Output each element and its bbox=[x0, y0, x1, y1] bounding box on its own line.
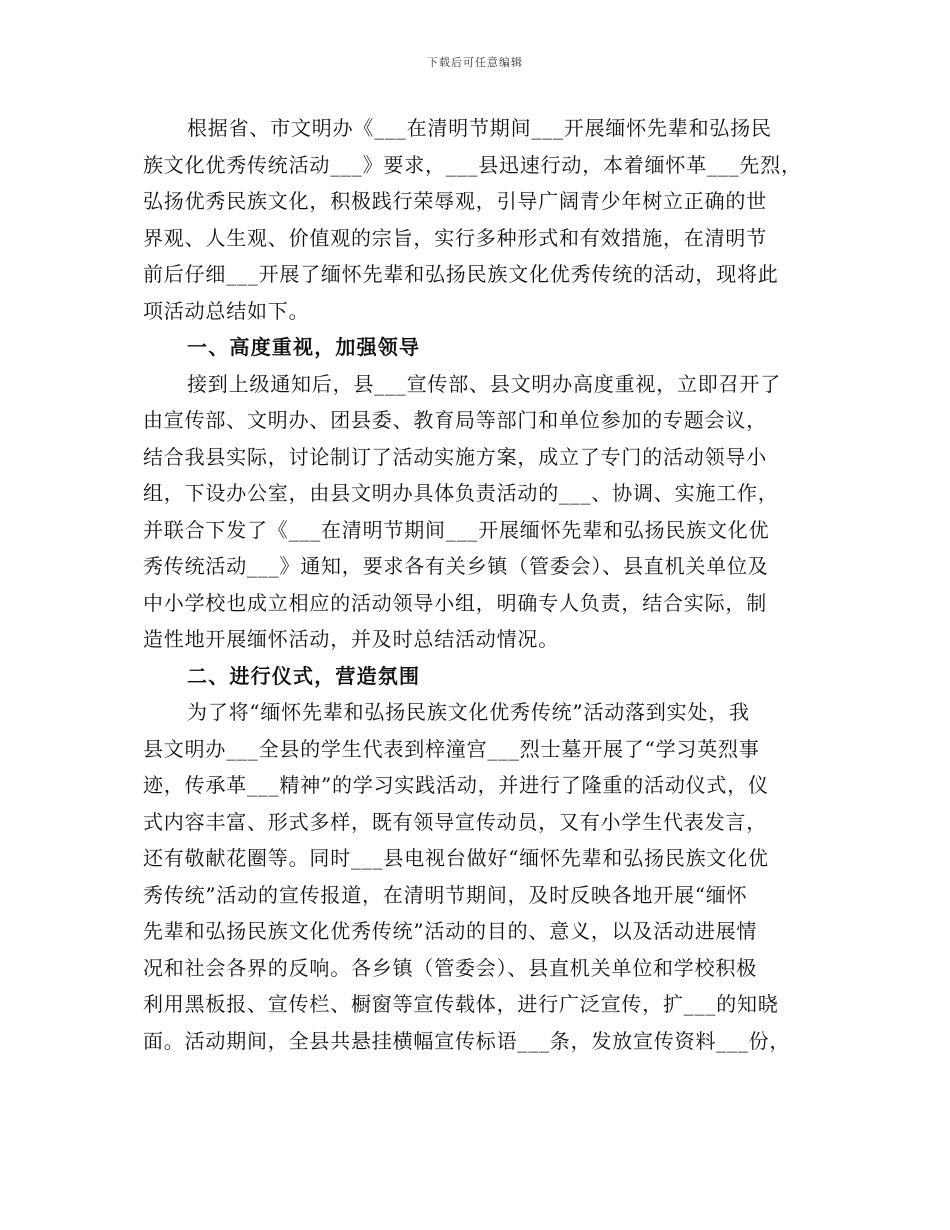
text-line: 为了将“缅怀先辈和弘扬民族文化优秀传统”活动落到实处，我 bbox=[187, 700, 750, 724]
text-line: 面。活动期间，全县共悬挂横幅宣传标语___条，发放宣传资料___份， bbox=[143, 1028, 791, 1053]
text-line: 先辈和弘扬民族文化优秀传统”活动的目的、意义，以及活动进展情 bbox=[143, 919, 758, 943]
text-line: 根据省、市文明办《___在清明节期间___开展缅怀先辈和弘扬民 bbox=[187, 116, 772, 140]
text-line: 族文化优秀传统活动___》要求，___县迅速行动，本着缅怀革___先烈， bbox=[143, 152, 802, 177]
text-line: 并联合下发了《___在清明节期间___开展缅怀先辈和弘扬民族文化优 bbox=[143, 517, 770, 542]
text-line: 秀传统”活动的宣传报道，在清明节期间，及时反映各地开展“缅怀 bbox=[143, 882, 748, 907]
text-line: 秀传统活动___》通知，要求各有关乡镇（管委会）、县直机关单位及 bbox=[143, 554, 769, 578]
text-line: 前后仔细___开展了缅怀先辈和弘扬民族文化优秀传统的活动，现将此 bbox=[143, 262, 779, 286]
text-line: 县文明办___全县的学生代表到梓潼宫___烈士墓开展了“学习英烈事 bbox=[143, 736, 760, 761]
text-line: 结合我县实际，讨论制订了活动实施方案，成立了专门的活动领导小 bbox=[143, 444, 767, 469]
text-line: 接到上级通知后，县___宣传部、县文明办高度重视，立即召开了 bbox=[187, 371, 781, 396]
document-body bbox=[143, 110, 823, 1059]
section-heading: 一、高度重视，加强领导 bbox=[187, 335, 421, 359]
text-line: 式内容丰富、形式多样，既有领导宣传动员，又有小学生代表发言， bbox=[143, 809, 767, 834]
text-line: 由宣传部、文明办、团县委、教育局等部门和单位参加的专题会议， bbox=[143, 408, 767, 432]
text-line: 利用黑板报、宣传栏、橱窗等宣传载体，进行广泛宣传，扩___的知晓 bbox=[143, 992, 779, 1016]
text-line: 组，下设办公室，由县文明办具体负责活动的___、协调、实施工作， bbox=[143, 481, 779, 505]
text-line: 还有敬献花圈等。同时___县电视台做好“缅怀先辈和弘扬民族文化优 bbox=[143, 846, 769, 870]
text-line: 项活动总结如下。 bbox=[143, 298, 310, 323]
text-line: 中小学校也成立相应的活动领导小组，明确专人负责，结合实际，制 bbox=[143, 590, 767, 615]
text-line: 界观、人生观、价值观的宗旨，实行多种形式和有效措施，在清明节 bbox=[143, 225, 767, 250]
section-heading: 二、进行仪式，营造氛围 bbox=[187, 663, 421, 688]
text-line: 弘扬优秀民族文化，积极践行荣辱观，引导广阔青少年树立正确的世 bbox=[143, 189, 767, 213]
text-line: 造性地开展缅怀活动，并及时总结活动情况。 bbox=[143, 627, 559, 651]
page-header: 下载后可任意编辑 bbox=[427, 56, 523, 69]
text-line: 迹，传承革___精神”的学习实践活动，并进行了隆重的活动仪式，仪 bbox=[143, 773, 769, 797]
text-line: 况和社会各界的反响。各乡镇（管委会）、县直机关单位和学校积极 bbox=[143, 955, 757, 980]
